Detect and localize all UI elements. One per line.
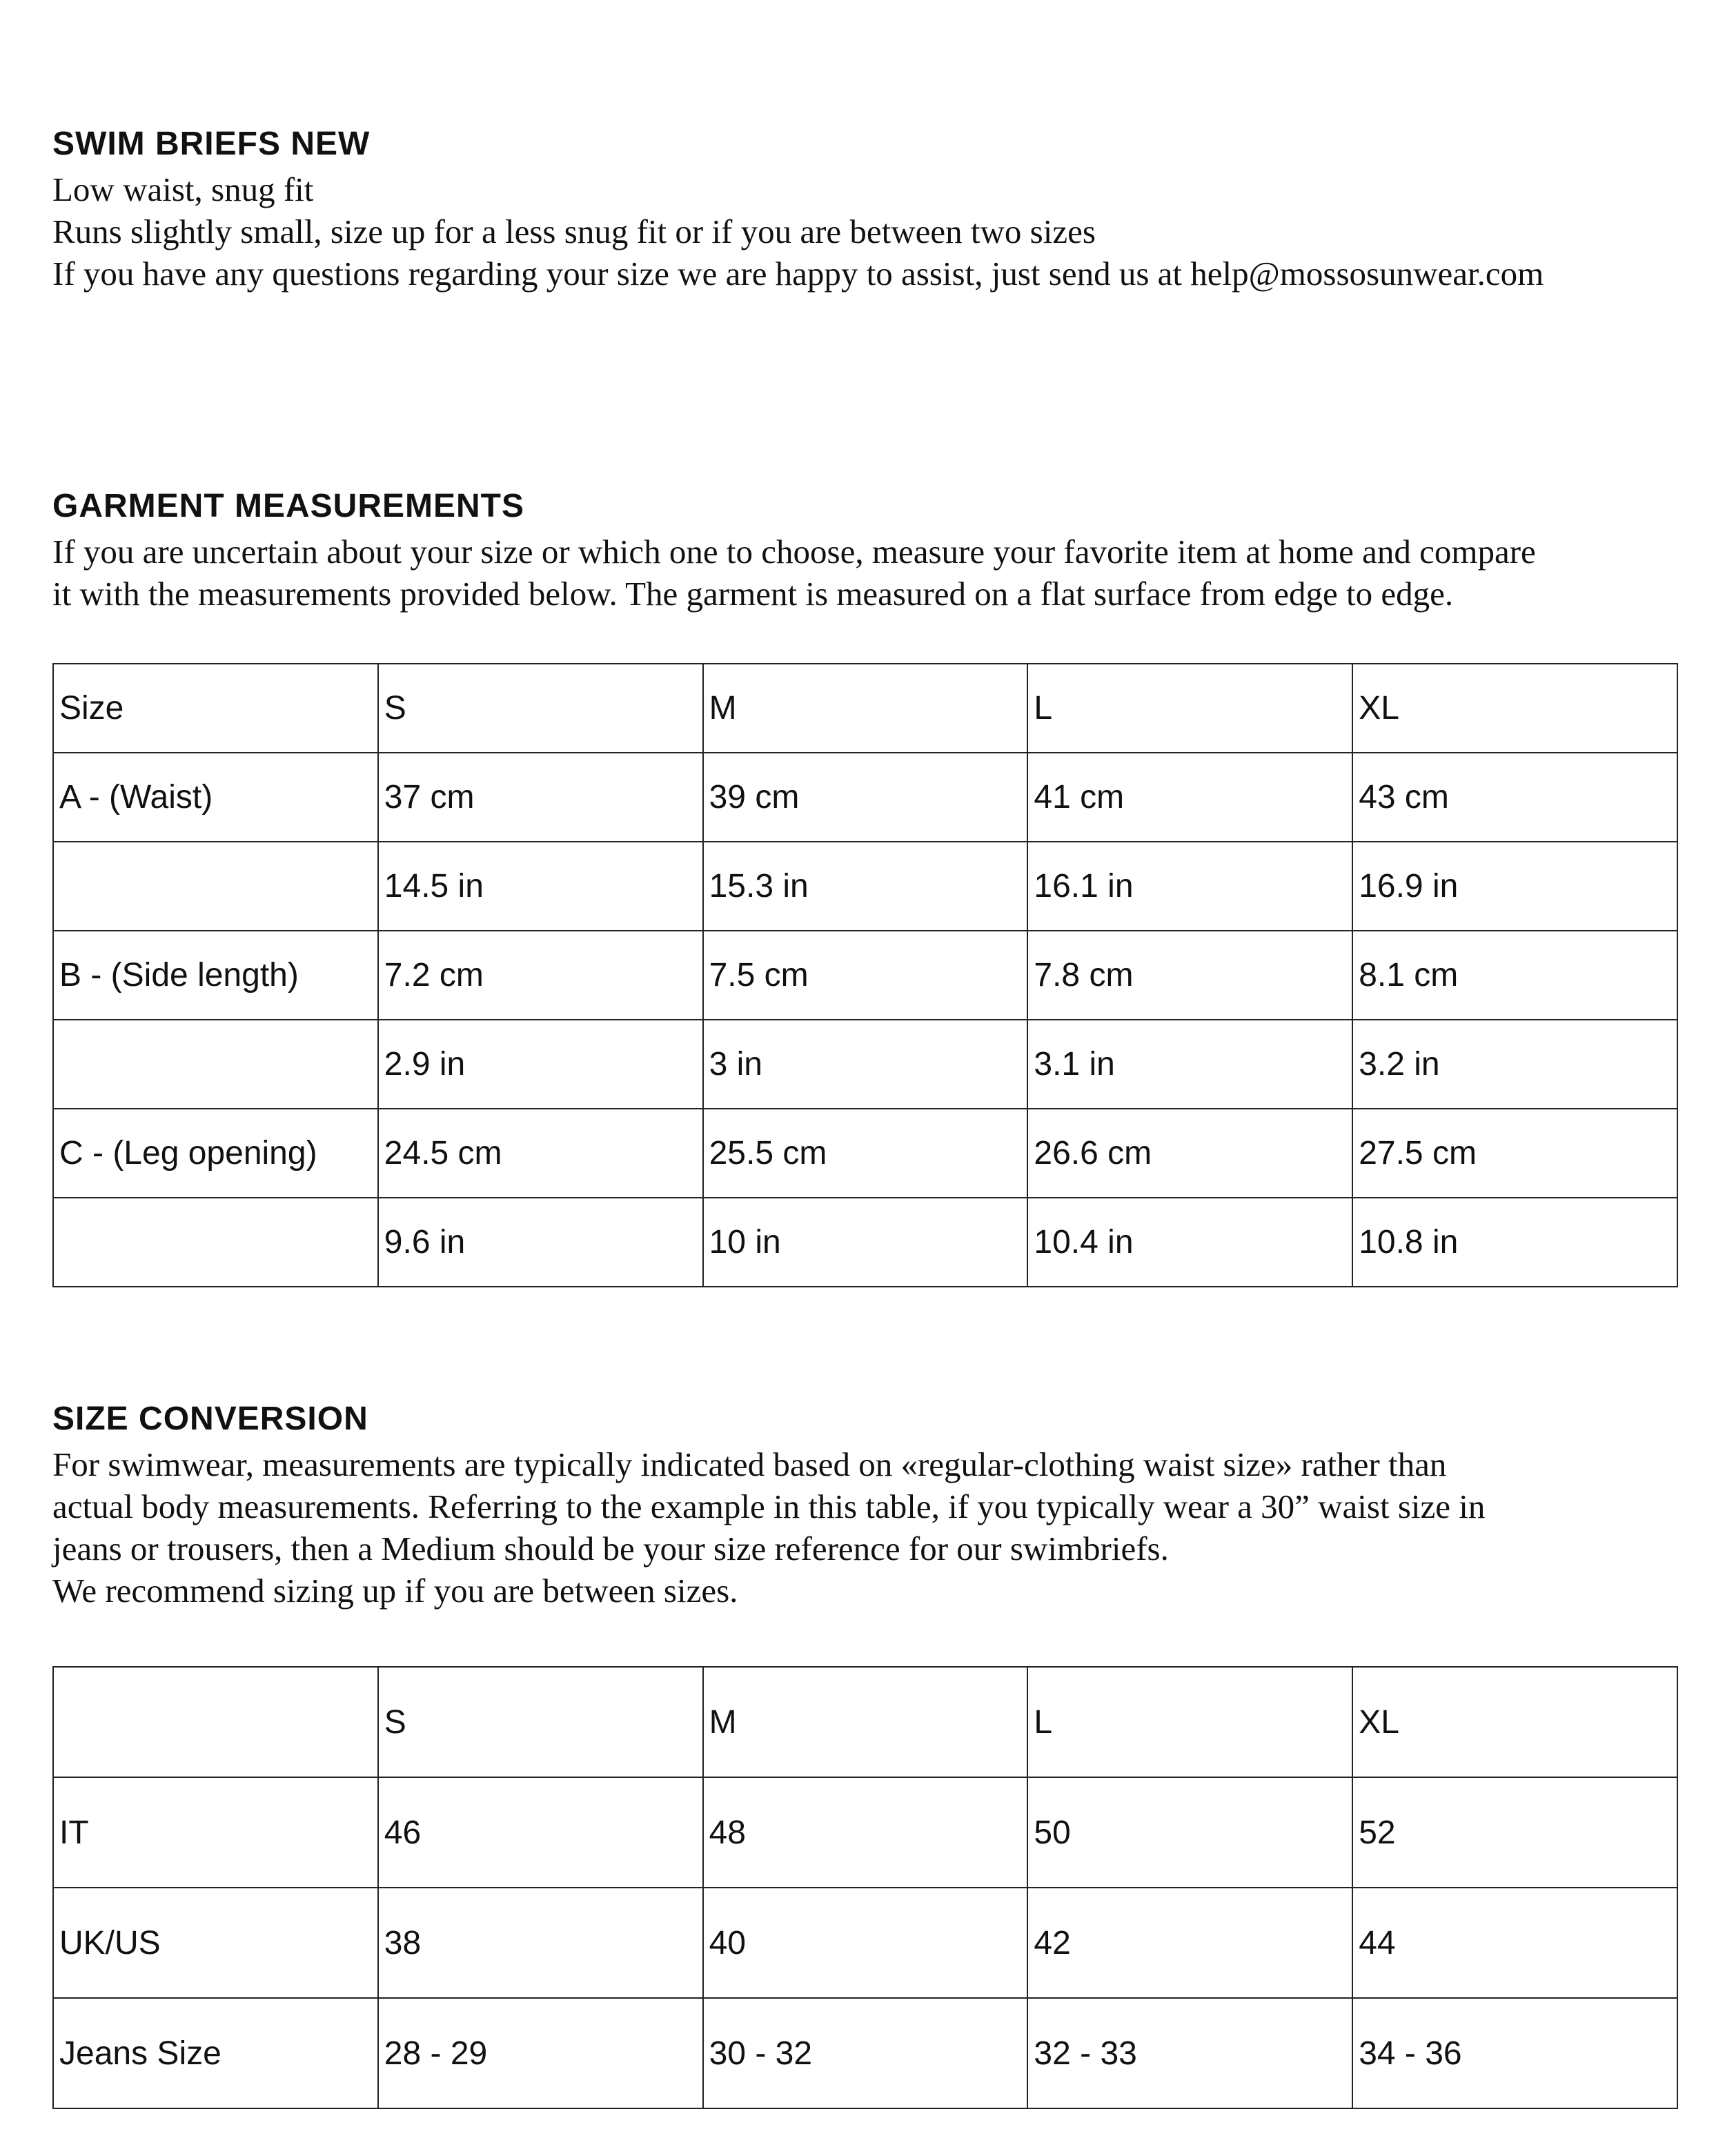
table-cell: C - (Leg opening)	[53, 1109, 378, 1198]
table-cell: Size	[53, 664, 378, 753]
table-row	[53, 1020, 1677, 1109]
table-cell: 34 - 36	[1352, 1998, 1677, 2108]
table-cell: 27.5 cm	[1352, 1109, 1677, 1198]
table-cell: 50	[1027, 1777, 1352, 1888]
table-row	[53, 931, 1677, 1020]
table-cell: S	[378, 1667, 703, 1777]
table-cell: M	[703, 1667, 1028, 1777]
table-cell: 52	[1352, 1777, 1677, 1888]
table-cell: 14.5 in	[378, 842, 703, 931]
table-cell: 24.5 cm	[378, 1109, 703, 1198]
garment-intro-line-2: it with the measurements provided below. The garment is measured on a flat surface from edge to edge.	[52, 575, 1454, 613]
table-cell: 32 - 33	[1027, 1998, 1352, 2108]
fit-note: Low waist, snug fit	[52, 170, 314, 208]
table-header-row	[53, 1667, 1677, 1777]
size-conversion-title: SIZE CONVERSION	[52, 1401, 368, 1437]
table-row	[53, 1109, 1677, 1198]
table-cell: 16.1 in	[1027, 842, 1352, 931]
table-header-row	[53, 664, 1677, 753]
table-cell: 10.4 in	[1027, 1198, 1352, 1287]
table-cell: 26.6 cm	[1027, 1109, 1352, 1198]
table-cell: L	[1027, 664, 1352, 753]
swim-briefs-title: SWIM BRIEFS NEW	[52, 126, 371, 162]
table-cell: 2.9 in	[378, 1020, 703, 1109]
table-cell: 3.2 in	[1352, 1020, 1677, 1109]
table-cell: 37 cm	[378, 753, 703, 842]
garment-measurements-title: GARMENT MEASUREMENTS	[52, 488, 525, 524]
table-cell: 7.5 cm	[703, 931, 1028, 1020]
table-cell: 40	[703, 1888, 1028, 1998]
table-cell: 44	[1352, 1888, 1677, 1998]
garment-measurements-table	[52, 663, 1678, 1287]
table-row	[53, 842, 1677, 931]
table-cell: 9.6 in	[378, 1198, 703, 1287]
table-cell: 46	[378, 1777, 703, 1888]
table-row	[53, 1888, 1677, 1998]
table-cell: S	[378, 664, 703, 753]
contact-note: If you have any questions regarding your size we are happy to assist, just send us at help@mossosunwear.com	[52, 255, 1544, 293]
garment-measurements-section	[52, 486, 1681, 615]
table-cell: 15.3 in	[703, 842, 1028, 931]
table-cell: 25.5 cm	[703, 1109, 1028, 1198]
garment-intro-line-1: If you are uncertain about your size or which one to choose, measure your favorite item at home and compare	[52, 533, 1536, 571]
conversion-intro-line-3: jeans or trousers, then a Medium should be your size reference for our swimbriefs.	[52, 1530, 1169, 1567]
size-conversion-section	[52, 1399, 1681, 1612]
table-cell: 48	[703, 1777, 1028, 1888]
table-row	[53, 1198, 1677, 1287]
table-cell: 43 cm	[1352, 753, 1677, 842]
table-cell: 7.2 cm	[378, 931, 703, 1020]
conversion-intro-line-4: We recommend sizing up if you are between sizes.	[52, 1572, 738, 1610]
table-cell: A - (Waist)	[53, 753, 378, 842]
sizing-advice: Runs slightly small, size up for a less snug fit or if you are between two sizes	[52, 212, 1096, 250]
table-cell: B - (Side length)	[53, 931, 378, 1020]
table-cell: 16.9 in	[1352, 842, 1677, 931]
table-cell: 3 in	[703, 1020, 1028, 1109]
table-cell: XL	[1352, 1667, 1677, 1777]
table-cell: 28 - 29	[378, 1998, 703, 2108]
size-conversion-table	[52, 1666, 1678, 2109]
table-cell: 10 in	[703, 1198, 1028, 1287]
table-cell: Jeans Size	[53, 1998, 378, 2108]
table-cell: 39 cm	[703, 753, 1028, 842]
table-cell: 38	[378, 1888, 703, 1998]
table-cell	[53, 842, 378, 931]
table-cell: M	[703, 664, 1028, 753]
table-cell: XL	[1352, 664, 1677, 753]
table-cell: L	[1027, 1667, 1352, 1777]
table-row	[53, 1777, 1677, 1888]
table-cell: 10.8 in	[1352, 1198, 1677, 1287]
table-cell: 7.8 cm	[1027, 931, 1352, 1020]
conversion-intro-line-2: actual body measurements. Referring to the example in this table, if you typically wear a 30” waist size in	[52, 1487, 1486, 1525]
table-cell: IT	[53, 1777, 378, 1888]
table-cell	[53, 1020, 378, 1109]
conversion-intro-line-1: For swimwear, measurements are typically indicated based on «regular-clothing waist size» rather than	[52, 1445, 1447, 1483]
table-row	[53, 1998, 1677, 2108]
swim-briefs-section	[52, 124, 1681, 295]
table-cell	[53, 1667, 378, 1777]
table-cell	[53, 1198, 378, 1287]
table-cell: 8.1 cm	[1352, 931, 1677, 1020]
table-cell: 42	[1027, 1888, 1352, 1998]
table-cell: UK/US	[53, 1888, 378, 1998]
table-cell: 30 - 32	[703, 1998, 1028, 2108]
table-cell: 41 cm	[1027, 753, 1352, 842]
table-cell: 3.1 in	[1027, 1020, 1352, 1109]
table-row	[53, 753, 1677, 842]
